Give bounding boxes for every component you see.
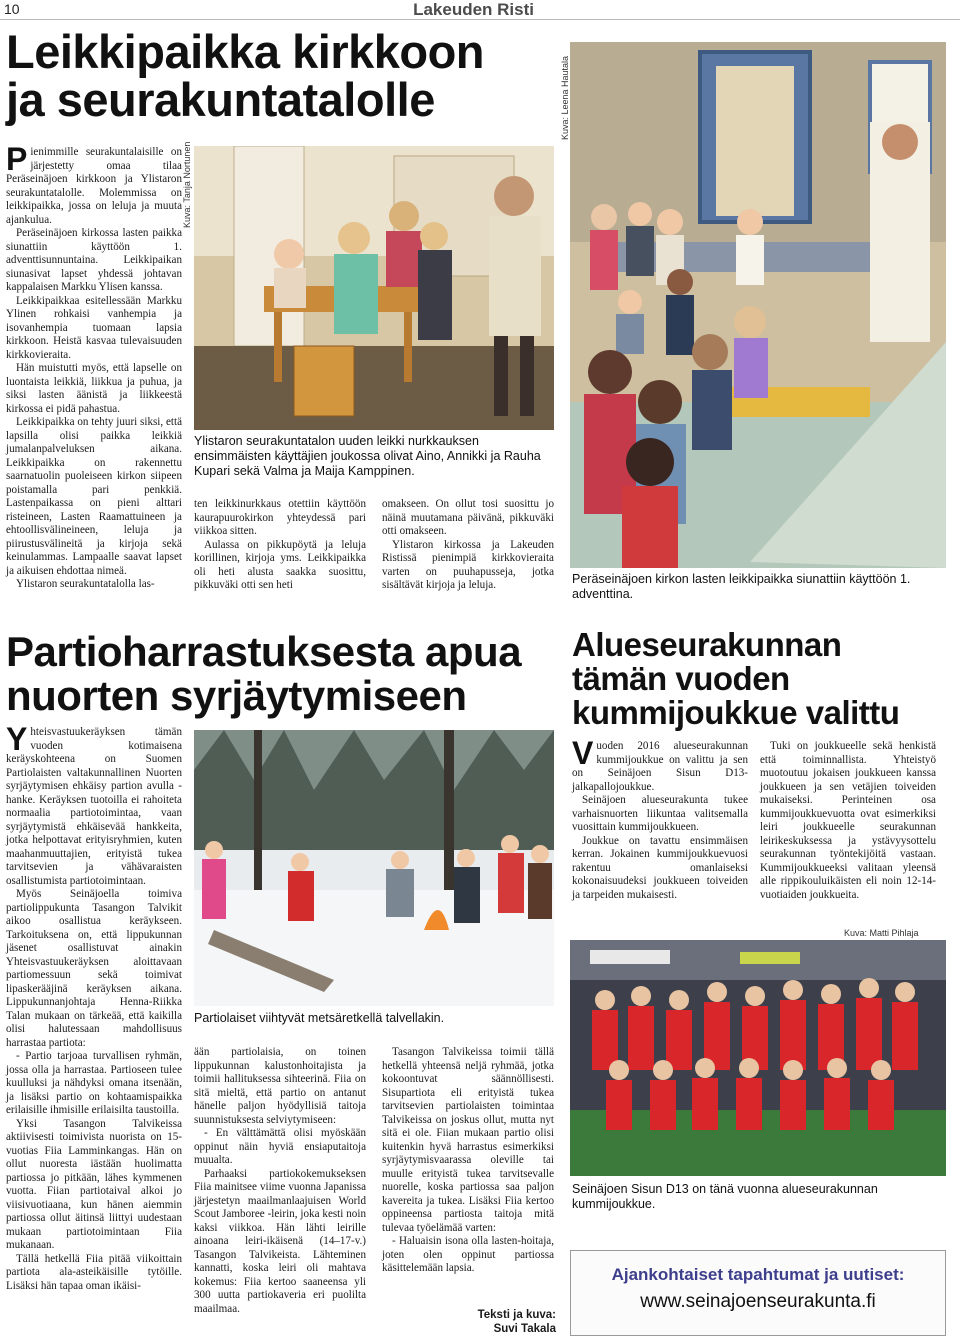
photo-credit: Kuva: Tanja Nortunen: [182, 141, 192, 228]
paragraph: ten leikkinurkkaus otettiin käyttöön kaurapuurokirkon yhteydessä pari viikkoa sitten.: [194, 498, 366, 537]
article1-column-2: [194, 498, 366, 593]
paragraph: Tasangon Talvikeissa toimii tällä hetkellä yhteensä neljä ryhmää, jotka kokoontuvat säännöllisesti. Sisupartiota eli erityistä tukea tarvitsevien partiolaisten toimintaa Talvikeissa on joskus ollut, mutta nyt sitä ei ole. Fiian mukaan partio olisi kuitenkin hyvä harrastus esimerkiksi syrjäytymisvaarassa oleville tai muulle erityistä tukea tarvitsevalle nuorelle, koska partiossa saa paljon kavereita ja tukea. Lisäksi Fiia kertoo oppineensa partiosta taitoja mitä tulevaa työelämää varten:: [382, 1046, 554, 1234]
photo-credit: Kuva: Leena Hautala: [560, 55, 570, 140]
paragraph: Ylistaron kirkossa ja Lakeuden Ristissä pienimpiä kirkkovieraita varten on puuhapusseja, jotka sisältävät kirjoja ja leluja.: [382, 538, 554, 591]
photo-credit: Kuva: Matti Pihlaja: [844, 928, 919, 938]
article2-column-3: [382, 1046, 554, 1276]
author-credit: [470, 1308, 556, 1336]
paragraph: ään partiolaisia, on toinen lippukunnan kalustonhoitajista ja toimii hallituksessa sihteerinä. Fiia on sitä mieltä, että partio on antanut hänelle paljon hyödyllisiä taitoja suunnistuksesta selviytymiseen:: [194, 1046, 366, 1126]
page-header: [0, 0, 960, 20]
banner-title: Ajankohtaiset tapahtumat ja uutiset:: [611, 1265, 905, 1284]
headline-line: Leikkipaikka kirkkoon: [6, 25, 485, 78]
photo-football-team: [570, 940, 946, 1176]
article1-column-1: [6, 141, 182, 592]
paragraph: Seinäjoen alueseurakunta tukee varhaisnuorten liikuntaa valitsemalla vuosittain kummijoukkueen.: [572, 794, 748, 833]
paragraph: - Haluaisin isona olla lasten-hoitaja, joten olen oppinut partiossa käsittelemään lapsia.: [382, 1235, 554, 1274]
paragraph: Myös Seinäjoella toimiva partiolippukunta Tasangon Talvikit aikoo osallistua keräykseen. Tarkoituksena on, että lippukunnan jäsenet osallistuvat ainakin Yhteisvastuukeräyksen aloittavaan partiomessuun sekä toimivat lipaskerääjinä keräyksen aikana. Lippukunnanjohtaja Henna-Riikka Talan mukaan on tärkeää, että kaikilla olisi halutessaan mahdollisuus harrastaa partiota:: [6, 888, 182, 1049]
paragraph: Parhaaksi partiokokemukseksen Fiia mainitsee viime vuonna Japanissa järjestetyn maailmanlaajuisen World Scout Jamboree -leirin, joka kesti noin kaksi viikkoa. Hän lähti leirille ainoana leiri-ikäisenä (14–17-v.) Tasangon Talvikeista. Lähteminen kannatti, koska leiri oli mahtava kokemus: Fiia kertoo saaneensa yli 300 uutta partiokaveria eri puolilta maailmaa.: [194, 1167, 366, 1315]
paragraph: Leikkipaikka on tehty juuri siksi, että lapsilla olisi paikka leikkiä jumalanpalveluksen aikana. Leikkipaikka on rakennettu saarnatuolin puoleiseen kirkon siipeen poistamalla pari penkkiä. Lastenpaikassa on pieni alttari risteineen, Lasten Raamattuineen ja ehtoollisvälineineen, leluja ja piirustusvälineitä ja kirjoja sekä keinulammas. Lampaalle saavat lapset ja aikuisen ehdottaa nimeä.: [6, 416, 182, 577]
headline-line: nuorten syrjäytymiseen: [6, 672, 467, 719]
headline-line: tämän vuoden: [572, 660, 790, 697]
paragraph: Joukkue on tavattu ensimmäisen kerran. Jokainen kummijoukkuevuosi rakentuu omanlaiseksi kokonaisuudeksi joukkueen toiveiden ja tarpeiden mukaisesti.: [572, 834, 748, 901]
photo-church-blessing: [570, 42, 946, 568]
paragraph: Peräseinäjoen kirkossa lasten paikka siunattiin käyttöön 1. adventtisunnuntaina. Leikkipaikan siunasivat lapset yhdessä johtavan kappalaisen Markku Ylisen kanssa.: [6, 227, 182, 293]
dropcap: Y: [6, 721, 28, 757]
photo-caption: Partiolaiset viihtyvät metsäretkellä talvellakin.: [194, 1011, 445, 1025]
paragraph: Hän muistutti myös, että lapselle on luontaista leikkiä, liikkua ja puhua, ja siksi lasten äänistä ja liikkeestä kirkossa ei pidä pahastua.: [6, 362, 182, 415]
paragraph: Yksi Tasangon Talvikeissa aktiivisesti toimivista nuorista on 15-vuotias Fiia Lamminkangas. Hän on ollut nuoresta iästään huolimatta partiossa jo pitkään, lähes kymmenen vuotta. Fiian partiotaival alkoi jo viisivuotiaana, kun hänen aiemmin partiossa ollut äitinsä liittyi uudestaan mukaan partiotoimintaan Fiia mukanaan.: [6, 1117, 182, 1251]
article3-column-1: [572, 735, 748, 902]
article1-column-3: [382, 498, 554, 593]
headline-line: kummijoukkue valittu: [572, 694, 900, 731]
paragraph: Leikkipaikkaa esitellessään Markku Ylinen rohkaisi vanhempia ja isovanhempia tuomaan lapsia kirkkoon. Heistä kasvaa tulevaisuuden kirkkovieraita.: [6, 294, 182, 361]
paragraph: Ylistaron seurakuntatalolla las-: [16, 578, 155, 590]
page-number: 10: [4, 1, 20, 17]
newspaper-name: Lakeuden Risti: [413, 0, 534, 19]
dropcap: V: [572, 735, 594, 771]
article2-column-1: [6, 721, 182, 1293]
paragraph: ienimmille seurakuntalaisille on järjestetty omaa tilaa Peräseinäjoen kirkkoon ja Ylistaron seurakuntatalolle. Molemmissa on leikkipaikka, jossa on leluja ja muuta ajankulua.: [6, 146, 182, 226]
paragraph: Aulassa on pikkupöytä ja leluja korillinen, kirjoja yms. Leikkipaikka oli heti alusta saakka suosittu, pikkuväki otti sen heti: [194, 538, 366, 591]
headline-line: Alueseurakunnan: [572, 626, 842, 663]
article2-column-2: [194, 1046, 366, 1316]
article3-column-2: [760, 740, 936, 902]
paragraph: omakseen. On ollut tosi suosittu jo näinä muutamana päivänä, pikkuväki otti omakseen.: [382, 498, 554, 537]
article2-headline: [6, 630, 566, 718]
paragraph: - En välttämättä olisi myöskään oppinut näin hyviä ensiaputaitoja muualta.: [194, 1127, 366, 1166]
dropcap: P: [6, 141, 28, 177]
photo-caption: Ylistaron seurakuntatalon uuden leikki nurkkauksen ensimmäisten käyttäjien joukossa olivat Aino, Annikki ja Rauha Kupari sekä Valma ja Maija Kamppinen.: [194, 434, 541, 478]
paragraph: Tällä hetkellä Fiia pitää viikoittain partiota ala-asteikäisille tytöille. Lisäksi hän tapaa oman ikäisi-: [6, 1252, 182, 1292]
photo-caption: Peräseinäjoen kirkon lasten leikkipaikka siunattiin käyttöön 1. adventtina.: [572, 572, 911, 601]
headline-line: ja seurakuntatalolle: [6, 73, 435, 126]
headline-line: Partioharrastuksesta apua: [6, 628, 522, 675]
paragraph: - Partio tarjoaa turvallisen ryhmän, jossa olla ja harrastaa. Partioseen tulee kuulluksi ja nähdyksi omana itsenään, ja lisäksi partio on kohtaamispaikka erilaisille ihmisille erilaisilta taustoilla.: [6, 1050, 182, 1116]
paragraph: uoden 2016 alueseurakunnan kummijoukkue on valittu ja sen on Seinäjoen Sisun D13-jalkapallojoukkue.: [572, 740, 748, 793]
paragraph: hteisvastuukeräyksen tämän vuoden kotimaisena keräyskohteena on Suomen Partiolaisten valtakunnallinen Nuorten syrjäytymisen ehkäisy partion avulla -hanke. Keräyksen tuotoilla ei rahoiteta normaalia partiotoimintaa, vaan syrjäytymistä ehkäisevää hankkeita, jotka helpottavat erityisryhmien, kuten maahanmuuttajien, erityistä tukea tarvitsevien ja vähävaraisten osallistumista partiotoimintaan.: [6, 726, 182, 887]
article3-headline: [572, 628, 952, 730]
paragraph: Tuki on joukkueelle sekä henkistä että toiminnallista. Yhteistyö muotoutuu jokaisen joukkueen kanssa joukkueen ja sen vetäjien toiveiden mukaiseksi. Perinteinen osa kummijoukkuevuotta ovat esimerkiksi leiri joukkueelle seurakunnan leirikeskuksessa ja ystävyysottelu seurakunnan työntekijöitä vastaan. Kummijoukkueeksi valitaan yleensä alle rippikouluikäisten eli noin 12-14-vuotiaiden joukkueita.: [760, 740, 936, 901]
author-label: Teksti ja kuva:: [477, 1309, 556, 1321]
photo-caption: Seinäjoen Sisun D13 on tänä vuonna alueseurakunnan kummijoukkue.: [572, 1182, 878, 1211]
photo-children-play-corner: [194, 146, 554, 430]
website-link[interactable]: www.seinajoenseurakunta.fi: [640, 1291, 876, 1312]
photo-scouts-campfire: [194, 730, 554, 1006]
website-banner[interactable]: [570, 1250, 946, 1336]
author-name: Suvi Takala: [493, 1323, 556, 1335]
